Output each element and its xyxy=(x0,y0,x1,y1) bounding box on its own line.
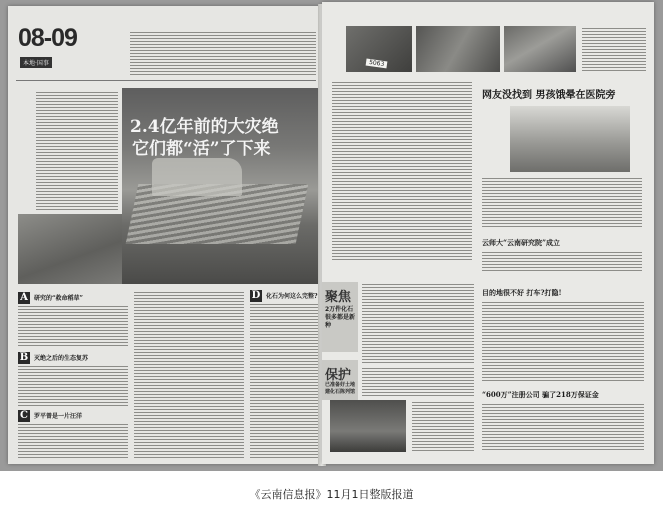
headline-taxi: 目的地很不好 打车?打隐! xyxy=(482,288,562,297)
hero-headline-line1: 2.4亿年前的大灾绝 xyxy=(130,117,279,137)
taxi-story-text xyxy=(482,302,644,382)
subsection-a-marker: A xyxy=(18,292,30,304)
subsection-a-text xyxy=(18,306,128,346)
top-right-text xyxy=(582,28,646,72)
small-photo xyxy=(18,214,122,284)
section-tag: 本地·国事 xyxy=(20,57,52,68)
protect-label: 保护 xyxy=(325,368,352,383)
subsection-d-marker: D xyxy=(251,290,261,301)
top-photo-strip xyxy=(346,26,576,72)
image-caption: 《云南信息报》11月1日整版报道 xyxy=(249,488,414,501)
subsection-c-text xyxy=(18,424,128,458)
fossil-story-text xyxy=(332,82,472,260)
subsection-c-marker: C xyxy=(18,410,30,422)
page-number: 08-09 xyxy=(18,24,77,52)
focus-story-text xyxy=(362,284,474,364)
subsection-d-title: 化石为何这么完整? xyxy=(266,293,318,300)
header-rule xyxy=(16,80,316,81)
hero-headline-line2: 它们都“活”了下来 xyxy=(132,139,271,159)
protect-title: 已准备好土地 建化石陈列馆 xyxy=(325,382,356,395)
left-newspaper-page xyxy=(8,6,324,464)
middle-column-text xyxy=(134,292,244,458)
photo-tag: 5063 xyxy=(366,59,388,69)
bottom-left-text xyxy=(412,402,474,452)
focus-title: 2万件化石 很多都是新种 xyxy=(325,306,356,329)
subsection-a-title: 研究的“救命稻草” xyxy=(34,295,83,302)
lead-column-text xyxy=(36,92,118,212)
subsection-d-text xyxy=(250,304,318,458)
protect-story-text xyxy=(362,368,474,398)
headline-research-institute: 云师大“云南研究院”成立 xyxy=(482,238,561,247)
protect-box xyxy=(322,360,358,400)
rock-outcrop xyxy=(152,158,242,196)
subsection-b-title: 灭绝之后的生态复苏 xyxy=(34,355,89,362)
boy-story-text xyxy=(482,178,642,228)
fossil-photo-2 xyxy=(416,26,500,72)
subsection-b-text xyxy=(18,366,128,406)
fossil-photo-3 xyxy=(504,26,576,72)
header-intro-text xyxy=(130,32,316,76)
hospital-photo xyxy=(510,106,630,172)
museum-photo xyxy=(330,400,406,452)
hero-photo xyxy=(122,88,320,284)
subsection-b-marker: B xyxy=(19,352,29,363)
page-header xyxy=(18,24,128,76)
headline-scam: “600万”注册公司 骗了218万保证金 xyxy=(482,390,599,399)
focus-box xyxy=(322,282,358,352)
focus-label: 聚焦 xyxy=(325,290,352,305)
scam-story-text xyxy=(482,404,644,452)
institute-text xyxy=(482,252,642,272)
right-newspaper-page xyxy=(322,2,654,464)
subsection-c-title: 罗平曾是一片汪洋 xyxy=(34,413,83,420)
headline-missing-boy: 网友没找到 男孩饿晕在医院旁 xyxy=(482,90,616,101)
